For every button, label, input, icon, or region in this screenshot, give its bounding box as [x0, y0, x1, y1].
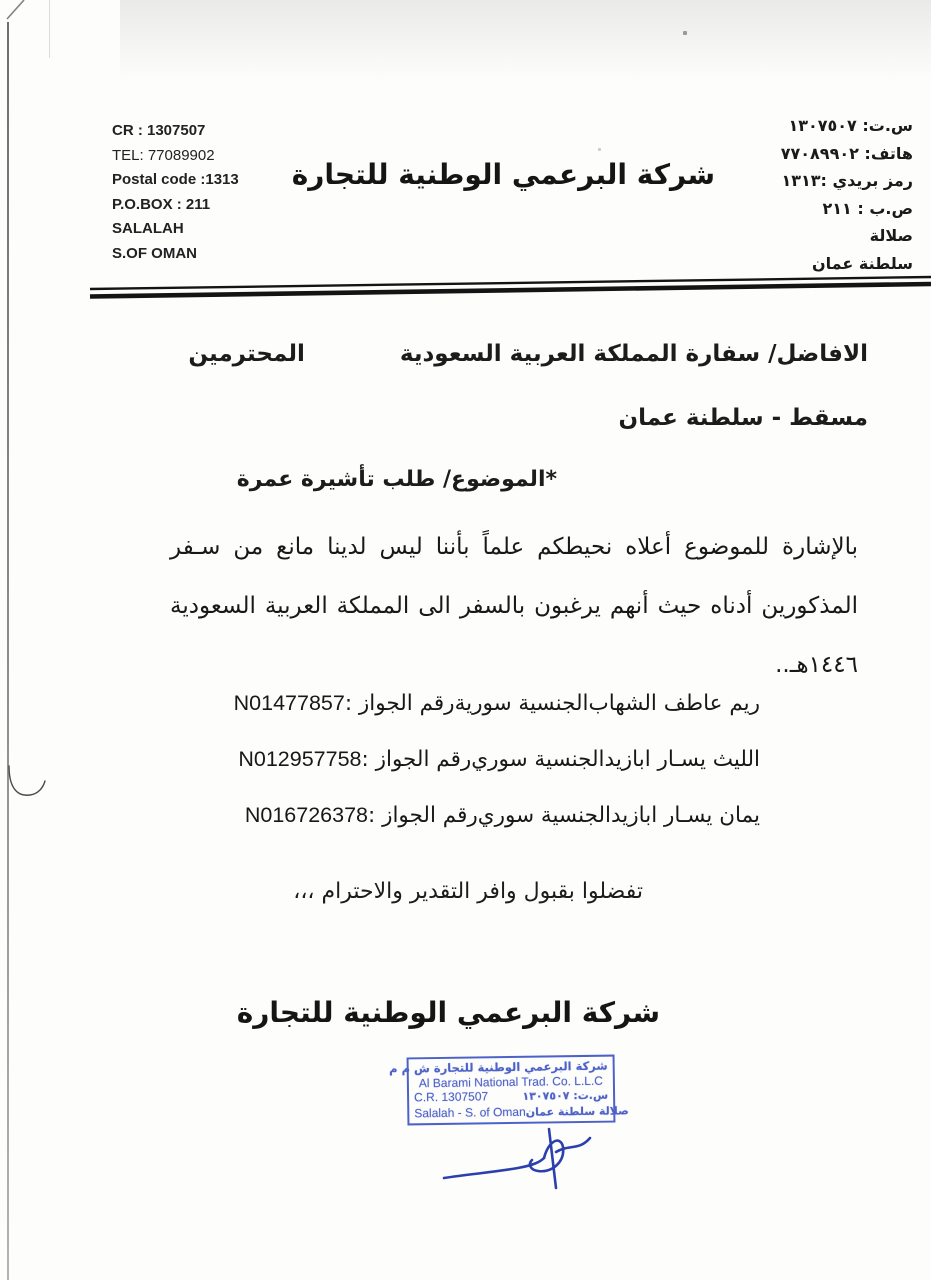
handwritten-signature — [438, 1126, 608, 1206]
letterhead-postal-en: Postal code :1313 — [112, 171, 239, 188]
stamp-city-en: Salalah - S. of Oman — [414, 1104, 526, 1121]
footer-company-name: شركة البرعمي الوطنية للتجارة — [236, 996, 660, 1029]
passport-label: رقم الجواز : — [368, 803, 478, 828]
passenger-row — [233, 691, 760, 716]
closing-line: تفضلوا بقبول وافر التقدير والاحترام ،،، — [293, 879, 643, 904]
subject-line: *الموضوع/ طلب تأشيرة عمرة — [236, 467, 557, 492]
passenger-row — [238, 747, 760, 772]
letterhead-pobox-en: P.O.BOX : 211 — [112, 195, 211, 213]
passenger-name: الليث يسـار ابازيد — [604, 747, 760, 772]
letterhead-country-ar: سلطنة عمان — [812, 253, 913, 273]
scan-speck — [598, 148, 601, 151]
passenger-nationality: الجنسية سورية — [454, 691, 589, 716]
passenger-name: يمان يسـار ابازيد — [611, 803, 760, 828]
body-paragraph — [170, 518, 858, 695]
passenger-list — [233, 691, 760, 859]
passenger-nationality: الجنسية سوري — [477, 803, 612, 828]
passport-number: N012957758 — [238, 747, 362, 771]
scan-faint-line — [49, 0, 50, 58]
stamp-city-ar: صلالة سلطنة عمان — [525, 1104, 629, 1119]
recipient-honorific: المحترمين — [188, 341, 305, 367]
passenger-passport — [234, 691, 455, 716]
passenger-passport — [245, 803, 478, 828]
passenger-nationality: الجنسية سوري — [471, 747, 605, 772]
stamp-company-en: Al Barami National Trad. Co. L.L.C — [418, 1073, 604, 1091]
letterhead-city-ar: صلالة — [869, 226, 913, 245]
stamp-company-ar: شركة البرعمي الوطنية للتجارة ش م م — [389, 1058, 608, 1076]
passenger-passport — [238, 747, 471, 772]
body-line-1: بالإشارة للموضوع أعلاه نحيطكم علماً بأننا ليس لدينا مانع من سـفر — [170, 534, 858, 560]
passport-number: N016726378 — [244, 803, 368, 827]
passport-number: N01477857 — [233, 691, 345, 715]
stamp-cr-en: C.R. 1307507 — [413, 1089, 489, 1105]
letterhead-pobox-ar: ص.ب : ٢١١ — [822, 198, 913, 218]
body-line-3: ١٤٤٦هـ.. — [775, 652, 858, 678]
scan-edge-line — [7, 22, 9, 1280]
letterhead-postal-ar: رمز بريدي :١٣١٣ — [781, 171, 913, 190]
letterhead-country-en: S.OF OMAN — [112, 244, 197, 262]
letterhead-right-block — [781, 112, 913, 277]
recipient-city: مسقط - سلطنة عمان — [618, 405, 868, 431]
company-stamp — [389, 1055, 629, 1126]
passenger-name: ريم عاطف الشهاب — [588, 691, 760, 716]
company-title: شركة البرعمي الوطنية للتجارة — [291, 158, 715, 191]
letterhead-cr-en: CR : 1307507 — [112, 122, 206, 139]
letterhead-tel-ar: هاتف: ٧٧٠٨٩٩٠٢ — [780, 143, 913, 163]
body-line-2: المذكورين أدناه حيث أنهم يرغبون بالسفر الى المملكة العربية السعودية — [170, 593, 858, 619]
letterhead-left-block — [112, 119, 239, 266]
passport-label: رقم الجواز : — [344, 691, 455, 716]
recipient-line — [188, 341, 868, 367]
scan-speck — [683, 31, 687, 35]
stamp-city-line — [414, 1103, 629, 1121]
recipient-address: الافاضل/ سفارة المملكة العربية السعودية — [399, 341, 868, 367]
letterhead-tel-en: TEL: 77089902 — [112, 146, 215, 164]
letterhead-city-en: SALALAH — [112, 220, 184, 237]
passport-label: رقم الجواز : — [361, 747, 472, 772]
letterhead-cr-ar: س.ت: ١٣٠٧٥٠٧ — [788, 116, 913, 135]
passenger-row — [244, 803, 760, 828]
scan-top-shading — [120, 0, 931, 80]
stamp-cr-ar: س.ت: ١٣٠٧٥٠٧ — [522, 1088, 609, 1104]
